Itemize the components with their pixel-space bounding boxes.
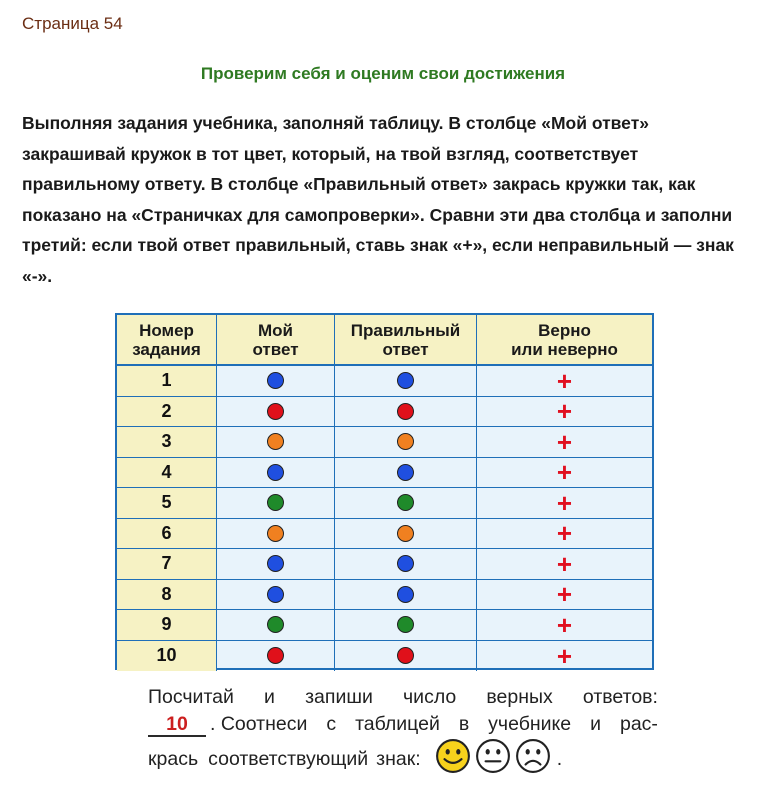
verdict-cell <box>477 458 652 488</box>
plus-mark: + <box>556 396 573 427</box>
footer-word: запиши <box>305 686 373 708</box>
plus-mark: + <box>556 457 573 488</box>
my-answer-circle <box>267 433 284 450</box>
footer-line-2 <box>148 711 658 738</box>
table-row <box>117 458 652 489</box>
correct-answer-circle <box>397 647 414 664</box>
correct-answer-cell <box>335 366 477 396</box>
my-answer-circle <box>267 525 284 542</box>
table-row <box>117 397 652 428</box>
my-answer-cell <box>217 610 335 640</box>
correct-answer-circle <box>397 525 414 542</box>
my-answer-circle <box>267 616 284 633</box>
verdict-cell <box>477 427 652 457</box>
footer-period: . <box>556 748 563 771</box>
plus-mark: + <box>556 518 573 549</box>
correct-answer-circle <box>397 464 414 481</box>
header-task-number <box>117 315 217 364</box>
correct-answer-circle <box>397 433 414 450</box>
footer-answer-group <box>148 711 307 738</box>
header-verdict-line: Верно <box>538 320 591 340</box>
correct-answer-cell <box>335 488 477 518</box>
my-answer-cell <box>217 519 335 549</box>
my-answer-circle <box>267 494 284 511</box>
table-row <box>117 519 652 550</box>
table-row <box>117 366 652 397</box>
correct-answer-cell <box>335 641 477 672</box>
footer-word: соответствующий <box>208 748 369 771</box>
correct-answer-cell <box>335 519 477 549</box>
task-number: 9 <box>117 610 217 640</box>
table-row <box>117 488 652 519</box>
verdict-cell <box>477 549 652 579</box>
instructions-text: Выполняя задания учебника, заполняй таблицу. В столбце «Мой ответ» закрашивай кружок в тот цвет, который, на твой взгляд, соответствует правильному ответу. В столбце «Правильный ответ» закрась кружки так, как показано на «Страничках для самопроверки». Сравни эти два столбца и заполни третий: если твой ответ правильный, ставь знак «+», если неправильный — знак «-». <box>22 113 734 286</box>
my-answer-cell <box>217 488 335 518</box>
footer-line-1 <box>148 684 658 711</box>
table-header-row <box>117 315 652 366</box>
table-row <box>117 610 652 641</box>
header-verdict-text <box>511 321 618 359</box>
my-answer-cell <box>217 641 335 672</box>
task-number: 2 <box>117 397 217 427</box>
verdict-cell <box>477 610 652 640</box>
task-number: 10 <box>117 641 217 672</box>
footer-word: . Соотнеси <box>210 713 308 735</box>
verdict-cell <box>477 397 652 427</box>
correct-answer-circle <box>397 586 414 603</box>
footer-word: в <box>458 713 470 735</box>
header-correct-answer-text <box>351 321 460 359</box>
task-number: 3 <box>117 427 217 457</box>
header-my-answer-line: Мой <box>257 320 293 340</box>
task-number: 4 <box>117 458 217 488</box>
section-heading: Проверим себя и оценим свои достижения <box>200 64 566 83</box>
header-verdict <box>477 315 652 364</box>
footer-word: учебнике <box>488 713 572 735</box>
footer-word: таблицей <box>355 713 440 735</box>
correct-answer-circle <box>397 555 414 572</box>
footer-word: и <box>264 686 275 708</box>
plus-mark: + <box>556 609 573 640</box>
correct-answer-cell <box>335 580 477 610</box>
correct-answer-cell <box>335 458 477 488</box>
footer-word: Посчитай <box>148 686 234 708</box>
plus-mark: + <box>556 426 573 457</box>
my-answer-cell <box>217 580 335 610</box>
correct-answer-cell <box>335 610 477 640</box>
neutral-face-icon[interactable] <box>475 738 511 782</box>
verdict-cell <box>477 641 652 672</box>
my-answer-cell <box>217 458 335 488</box>
table-row <box>117 641 652 672</box>
my-answer-circle <box>267 555 284 572</box>
footer-word: ответов: <box>582 686 658 708</box>
correct-answer-cell <box>335 427 477 457</box>
header-correct-answer <box>335 315 477 364</box>
happy-face-icon[interactable] <box>435 738 471 782</box>
my-answer-circle <box>267 464 284 481</box>
footer-word: рас- <box>619 713 658 735</box>
plus-mark: + <box>556 579 573 610</box>
header-task-number-line: задания <box>132 339 201 359</box>
plus-mark: + <box>556 365 573 396</box>
answer-count-field[interactable]: 10 <box>148 713 206 737</box>
my-answer-circle <box>267 372 284 389</box>
footer-task <box>148 684 658 782</box>
plus-mark: + <box>556 640 573 671</box>
verdict-cell <box>477 519 652 549</box>
table-row <box>117 580 652 611</box>
header-my-answer <box>217 315 335 364</box>
my-answer-circle <box>267 647 284 664</box>
footer-word: число <box>403 686 457 708</box>
footer-word: верных <box>486 686 553 708</box>
verdict-cell <box>477 366 652 396</box>
correct-answer-cell <box>335 549 477 579</box>
table-row <box>117 549 652 580</box>
my-answer-circle <box>267 586 284 603</box>
plus-mark: + <box>556 548 573 579</box>
footer-word: крась <box>148 748 199 771</box>
task-number: 7 <box>117 549 217 579</box>
header-my-answer-text <box>252 321 298 359</box>
my-answer-circle <box>267 403 284 420</box>
header-task-number-text <box>132 321 201 359</box>
header-task-number-line: Номер <box>139 320 194 340</box>
my-answer-cell <box>217 366 335 396</box>
header-correct-answer-line: ответ <box>382 339 429 359</box>
my-answer-cell <box>217 427 335 457</box>
task-number: 8 <box>117 580 217 610</box>
footer-word: с <box>326 713 337 735</box>
answers-table <box>115 313 654 670</box>
correct-answer-circle <box>397 403 414 420</box>
sad-face-icon[interactable] <box>515 738 551 782</box>
task-number: 6 <box>117 519 217 549</box>
task-number: 1 <box>117 366 217 396</box>
verdict-cell <box>477 580 652 610</box>
footer-line-3 <box>148 738 658 782</box>
my-answer-cell <box>217 549 335 579</box>
correct-answer-circle <box>397 616 414 633</box>
verdict-cell <box>477 488 652 518</box>
table-row <box>117 427 652 458</box>
task-number: 5 <box>117 488 217 518</box>
correct-answer-circle <box>397 494 414 511</box>
footer-word: знак: <box>376 748 421 771</box>
correct-answer-cell <box>335 397 477 427</box>
correct-answer-circle <box>397 372 414 389</box>
header-my-answer-line: ответ <box>252 339 299 359</box>
page-number: Страница 54 <box>22 14 123 33</box>
plus-mark: + <box>556 487 573 518</box>
header-correct-answer-line: Правильный <box>350 320 461 340</box>
header-verdict-line: или неверно <box>511 339 618 359</box>
my-answer-cell <box>217 397 335 427</box>
footer-word: и <box>590 713 602 735</box>
